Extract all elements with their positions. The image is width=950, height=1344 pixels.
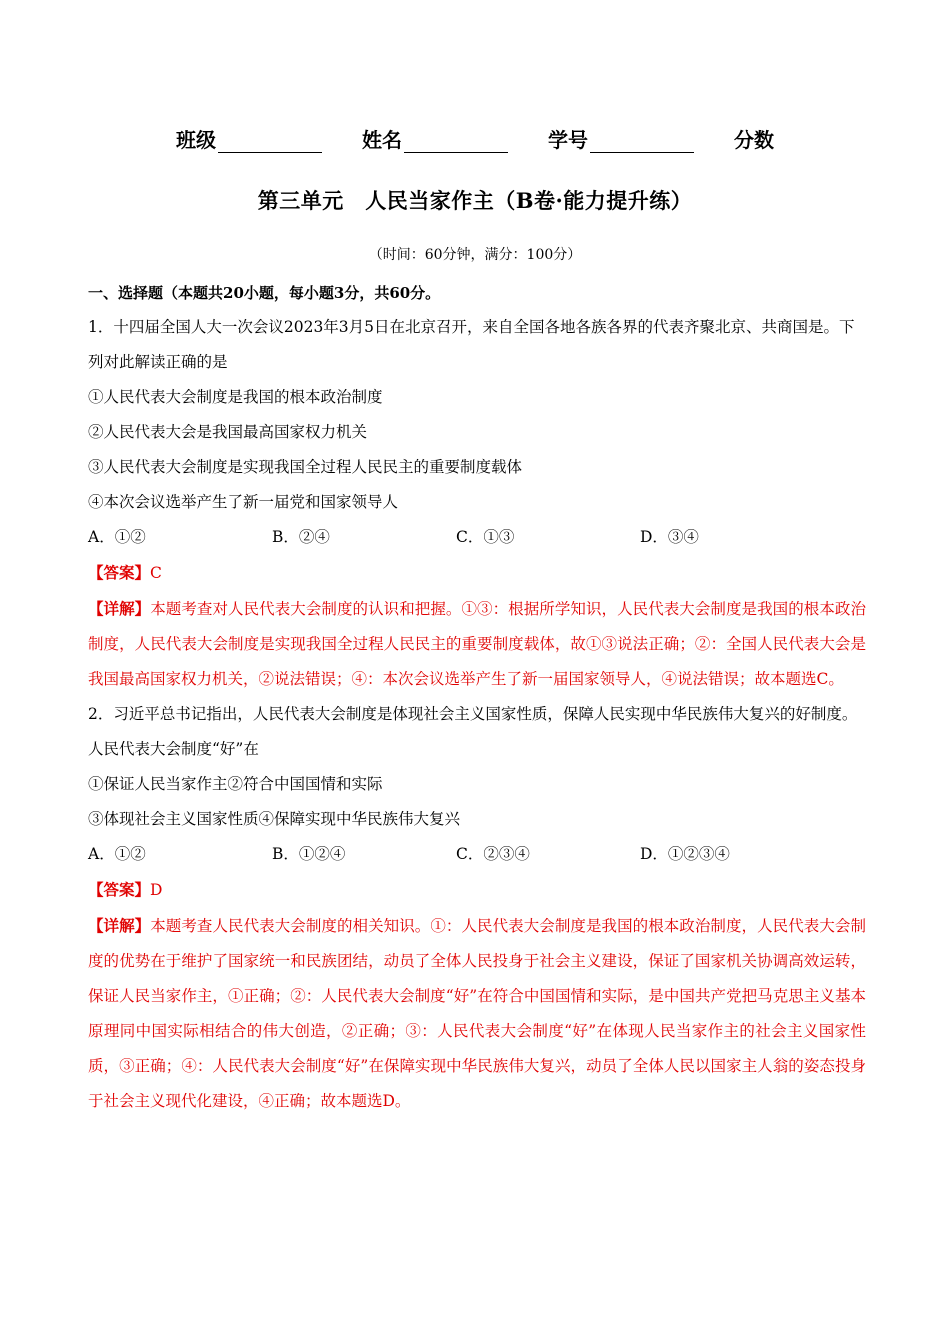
statement: ①人民代表大会制度是我国的根本政治制度	[88, 388, 383, 406]
answer-line	[88, 555, 866, 591]
answer-label: 【答案】	[88, 880, 151, 899]
class-label: 班级	[176, 128, 216, 152]
exam-info: （时间：60分钟，满分：100分）	[368, 247, 582, 263]
option-c: C．①③	[456, 528, 515, 546]
option-b: B．①②④	[272, 845, 346, 863]
option-c: C．②③④	[456, 845, 530, 863]
question-1	[88, 310, 866, 697]
section-heading: 一、选择题（本题共20小题，每小题3分，共60分。	[88, 284, 441, 302]
answer-line	[88, 872, 866, 908]
answer-value: D	[150, 881, 163, 899]
option-a: A．①②	[88, 528, 146, 546]
statement: ②人民代表大会是我国最高国家权力机关	[88, 423, 368, 441]
student-number-blank	[590, 130, 694, 153]
option-d: D．①②③④	[640, 845, 730, 863]
option-d: D．③④	[640, 528, 699, 546]
statement: ①保证人民当家作主②符合中国国情和实际	[88, 775, 383, 793]
question-2	[88, 697, 866, 1119]
statement: ④本次会议选举产生了新一届党和国家领导人	[88, 493, 399, 511]
student-number-field	[548, 124, 694, 153]
analysis-label: 【详解】	[88, 599, 151, 618]
option-b: B．②④	[272, 528, 330, 546]
class-field	[176, 124, 322, 153]
analysis-label: 【详解】	[88, 916, 151, 935]
analysis	[88, 908, 866, 1119]
page-title: 第三单元 人民当家作主（B卷·能力提升练）	[257, 188, 693, 213]
statement: ③人民代表大会制度是实现我国全过程人民民主的重要制度载体	[88, 458, 523, 476]
statement: ③体现社会主义国家性质④保障实现中华民族伟大复兴	[88, 810, 461, 828]
options-row	[88, 837, 866, 872]
score-label: 分数	[734, 128, 774, 152]
option-a: A．①②	[88, 845, 146, 863]
class-blank	[218, 130, 322, 153]
question-stem: 1．十四届全国人大一次会议2023年3月5日在北京召开，来自全国各地各族各界的代表齐聚北京、共商国是。下列对此解读正确的是	[88, 318, 855, 371]
analysis-text: 本题考查对人民代表大会制度的认识和把握。①③：根据所学知识，人民代表大会制度是我国的根本政治制度，人民代表大会制度是实现我国全过程人民民主的重要制度载体，故①③说法正确；②：全国人民代表大会是我国最高国家权力机关，②说法错误；④：本次会议选举产生了新一届国家领导人，④说法错误；故本题选C。	[88, 600, 866, 688]
question-stem: 2．习近平总书记指出，人民代表大会制度是体现社会主义国家性质，保障人民实现中华民族伟大复兴的好制度。人民代表大会制度“好”在	[88, 705, 858, 758]
student-info-fields	[0, 124, 950, 153]
name-blank	[404, 130, 508, 153]
score-field	[734, 124, 774, 153]
name-label: 姓名	[362, 128, 402, 152]
name-field	[362, 124, 508, 153]
analysis-text: 本题考查人民代表大会制度的相关知识。①：人民代表大会制度是我国的根本政治制度，人民代表大会制度的优势在于维护了国家统一和民族团结，动员了全体人民投身于社会主义建设，保证了国家机关协调高效运转，保证人民当家作主，①正确；②：人民代表大会制度“好”在符合中国国情和实际，是中国共产党把马克思主义基本原理同中国实际相结合的伟大创造，②正确；③：人民代表大会制度“好”在体现人民当家作主的社会主义国家性质，③正确；④：人民代表大会制度“好”在保障实现中华民族伟大复兴，动员了全体人民以国家主人翁的姿态投身于社会主义现代化建设，④正确；故本题选D。	[88, 917, 866, 1110]
student-number-label: 学号	[548, 128, 588, 152]
analysis	[88, 591, 866, 697]
answer-label: 【答案】	[88, 563, 151, 582]
exam-content	[88, 280, 866, 1119]
options-row	[88, 520, 866, 555]
answer-value: C	[150, 564, 162, 582]
